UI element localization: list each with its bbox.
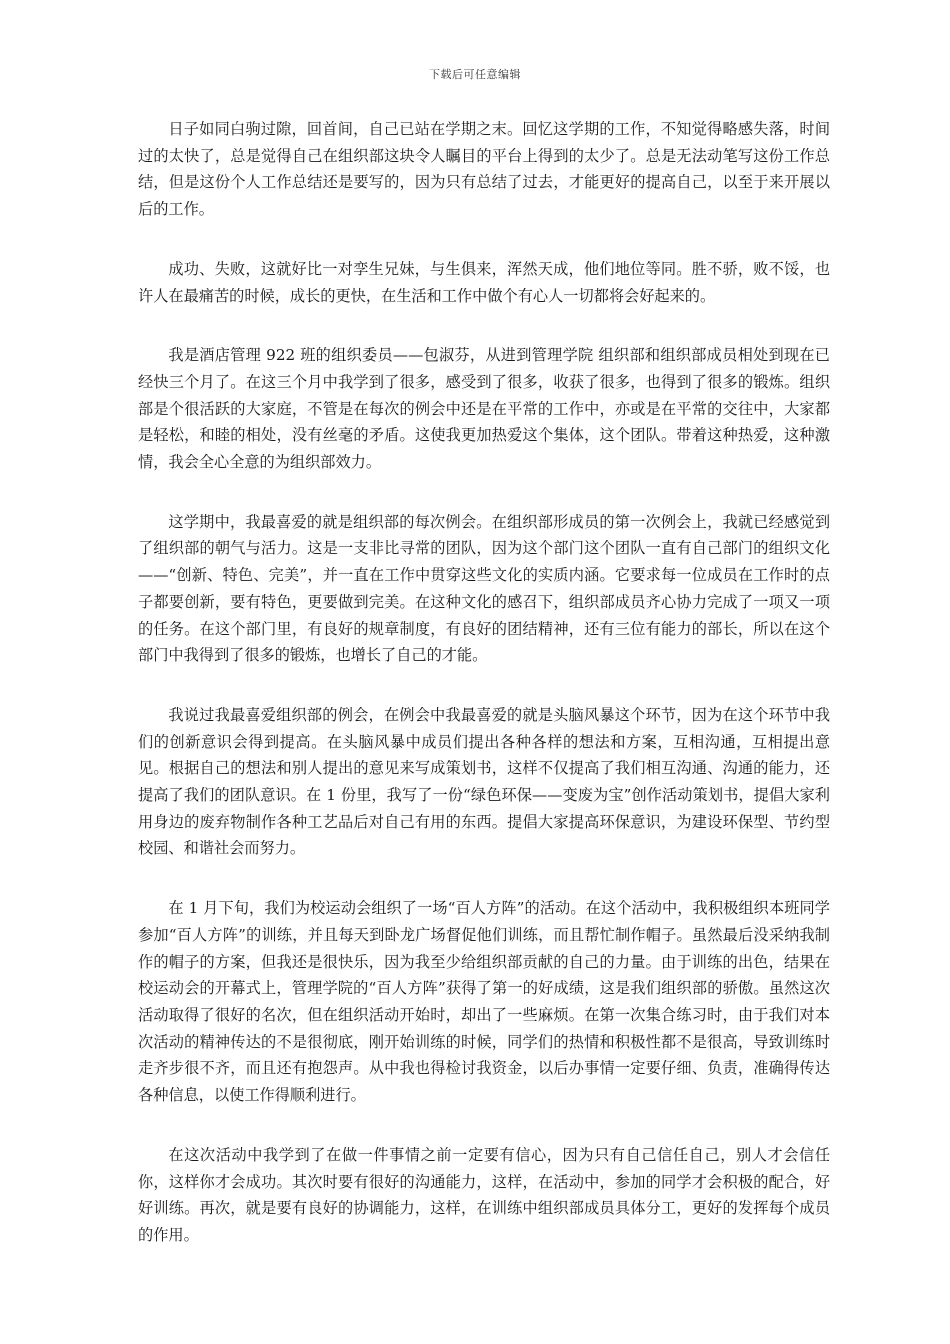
paragraph-7: 在这次活动中我学到了在做一件事情之前一定要有信心，因为只有自己信任自己，别人才会信任你，这样你才会成功。其次时要有很好的沟通能力，这样，在活动中，参加的同学才会积极的配合，好好训练。再次，就是要有良好的协调能力，这样，在训练中组织部成员具体分工，更好的发挥每个成员的作用。 bbox=[138, 1145, 830, 1244]
page-header: 下载后可任意编辑 bbox=[429, 68, 521, 81]
paragraph-4: 这学期中，我最喜爱的就是组织部的每次例会。在组织部形成员的第一次例会上，我就已经感觉到了组织部的朝气与活力。这是一支非比寻常的团队，因为这个部门这个团队一直有自己部门的组织文化——“创新、特色、完美”，并一直在工作中贯穿这些文化的实质内涵。它要求每一位成员在工作时的点子都要创新，要有特色，更要做到完美。在这种文化的感召下，组织部成员齐心协力完成了一项又一项的任务。在这个部门里，有良好的规章制度，有良好的团结精神，还有三位有能力的部长，所以在这个部门中我得到了很多的锻炼，也增长了自己的才能。 bbox=[138, 512, 830, 665]
document-body bbox=[138, 116, 830, 1282]
paragraph-5: 我说过我最喜爱组织部的例会，在例会中我最喜爱的就是头脑风暴这个环节，因为在这个环节中我们的创新意识会得到提高。在头脑风暴中成员们提出各种各样的想法和方案，互相沟通，互相提出意见。根据自己的想法和别人提出的意见来写成策划书，这样不仅提高了我们相互沟通、沟通的能力，还提高了我们的团队意识。在 1 份里，我写了一份“绿色环保——变废为宝”创作活动策划书，提倡大家利用身边的废弃物制作各种工艺品后对自己有用的东西。提倡大家提高环保意识，为建设环保型、节约型校园、和谐社会而努力。 bbox=[138, 705, 830, 858]
paragraph-1: 日子如同白驹过隙，回首间，自己已站在学期之末。回忆这学期的工作，不知觉得略感失落，时间过的太快了，总是觉得自己在组织部这块令人瞩目的平台上得到的太少了。总是无法动笔写这份工作总结，但是这份个人工作总结还是要写的，因为只有总结了过去，才能更好的提高自己，以至于来开展以后的工作。 bbox=[138, 120, 830, 219]
paragraph-2: 成功、失败，这就好比一对孪生兄妹，与生俱来，浑然天成，他们地位等同。胜不骄，败不馁，也许人在最痛苦的时候，成长的更快，在生活和工作中做个有心人一切都将会好起来的。 bbox=[138, 259, 830, 305]
paragraph-6: 在 1 月下旬，我们为校运动会组织了一场“百人方阵”的活动。在这个活动中，我积极组织本班同学参加“百人方阵”的训练，并且每天到卧龙广场督促他们训练，而且帮忙制作帽子。虽然最后没采纳我制作的帽子的方案，但我还是很快乐，因为我至少给组织部贡献的自己的力量。由于训练的出色，结果在校运动会的开幕式上，管理学院的“百人方阵”获得了第一的好成绩，这是我们组织部的骄傲。虽然这次活动取得了很好的名次，但在组织活动开始时，却出了一些麻烦。在第一次集合练习时，由于我们对本次活动的精神传达的不是很彻底，刚开始训练的时候，同学们的热情和积极性都不是很高，导致训练时走齐步很不齐，而且还有抱怨声。从中我也得检讨我资金，以后办事情一定要仔细、负责，准确得传达各种信息，以使工作得顺利进行。 bbox=[138, 899, 830, 1105]
paragraph-3: 我是酒店管理 922 班的组织委员——包淑芬，从进到管理学院 组织部和组织部成员相处到现在已经快三个月了。在这三个月中我学到了很多，感受到了很多，收获了很多，也得到了很多的锻炼。组织部是个很活跃的大家庭，不管是在每次的例会中还是在平常的工作中，亦或是在平常的交往中，大家都是轻松，和睦的相处，没有丝毫的矛盾。这使我更加热爱这个集体，这个团队。带着这种热爱，这种激情，我会全心全意的为组织部效力。 bbox=[138, 346, 830, 472]
